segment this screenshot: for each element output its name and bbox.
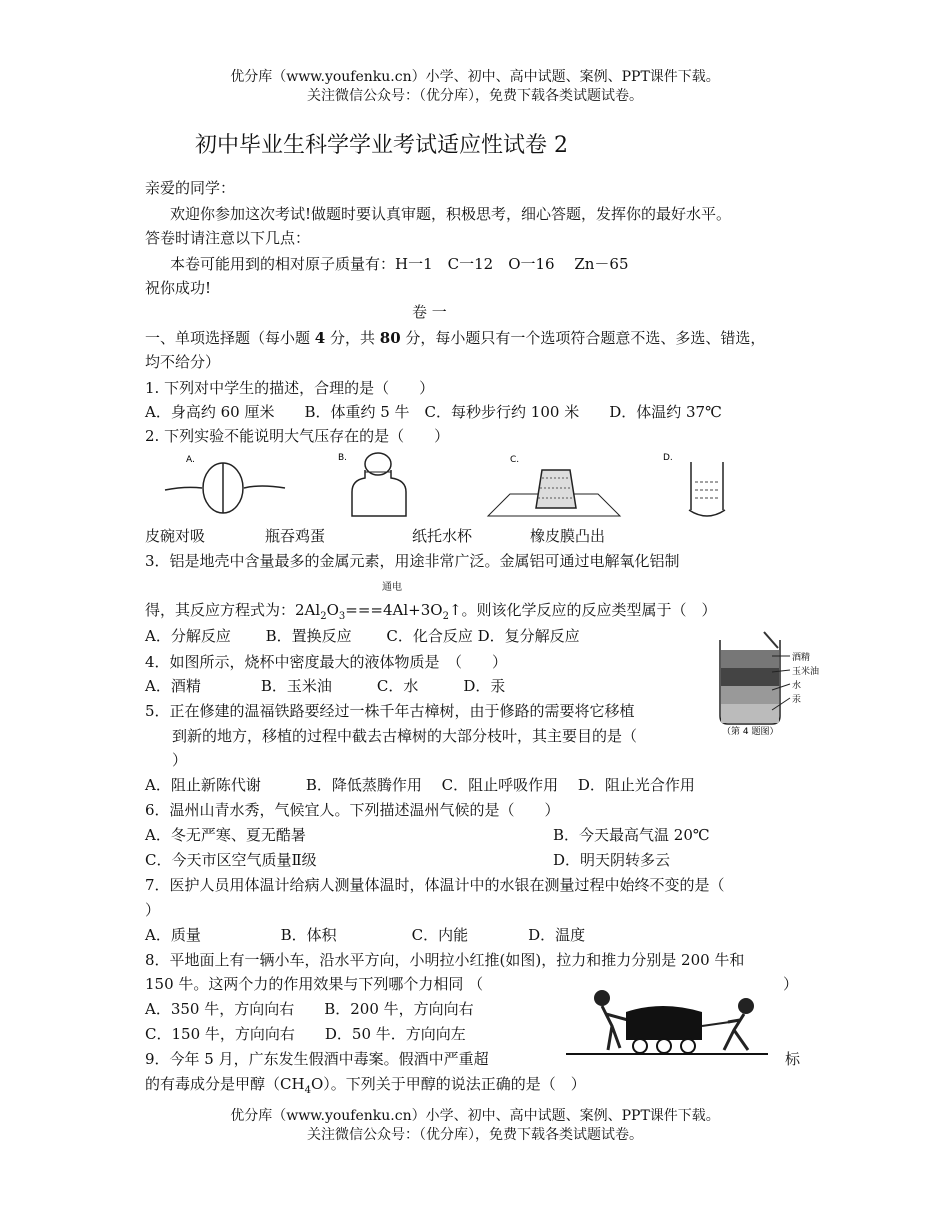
q9-line-1: 9．今年 5 月，广东发生假酒中毒案。假酒中严重超 [145, 1050, 489, 1068]
fig4-label-mercury: 汞 [792, 695, 802, 705]
q5-line-1: 5．正在修建的温福铁路要经过一株千年古樟树，由于修路的需要将它移植 [145, 702, 635, 720]
q8-line-2: 150 牛。这两个力的作用效果与下列哪个力相同 （ [145, 975, 484, 993]
notice-text: 答卷时请注意以下几点： [145, 229, 311, 247]
q6-stem: 6．温州山青水秀，气候宜人。下列描述温州气候的是（ ） [145, 801, 560, 819]
q1-options: A．身高约 60 厘米 B．体重约 5 牛 C．每秒步行约 100 米 D．体温约 37℃ [145, 403, 722, 421]
wish-text: 祝你成功! [145, 279, 212, 297]
fig-b-label: B. [338, 453, 348, 463]
q3-eq-b: O [326, 601, 339, 619]
fig4-label-oil: 玉米油 [792, 667, 820, 677]
heading-text-a: 一、单项选择题（每小题 [145, 329, 315, 347]
q5-options: A．阻止新陈代谢 B．降低蒸腾作用 C．阻止呼吸作用 D．阻止光合作用 [145, 776, 695, 794]
q1-stem: 1. 下列对中学生的描述，合理的是（ ） [145, 379, 435, 397]
q5-line-2: 到新的地方，移植的过程中截去古樟树的大部分枝叶，其主要目的是（ [172, 727, 638, 745]
q3-options: A．分解反应 B．置换反应 C．化合反应 D．复分解反应 [145, 627, 580, 645]
q9-line2-b: O）。下列关于甲醇的说法正确的是（ ） [310, 1075, 586, 1093]
q6-option-b: B．今天最高气温 20℃ [553, 826, 710, 844]
q8-options-cd: C．150 牛，方向向右 D．50 牛．方向向左 [145, 1025, 466, 1043]
heading-text-e: 分，每小题只有一个选项符合题意不选、多选、错选， [400, 329, 766, 347]
q7-stem-2: ） [145, 901, 161, 919]
heading-text-c: 分，共 [325, 329, 380, 347]
fig-c-label: C. [510, 455, 520, 465]
q9-line2-a: 的有毒成分是甲醇（CH [145, 1075, 305, 1093]
q3-eq-a: 2Al [295, 601, 321, 619]
figure-b-bottle-egg [330, 448, 420, 520]
q6-option-a: A．冬无严寒、夏无酷暑 [145, 826, 306, 844]
heading-total: 80 [379, 329, 401, 347]
q3-eq-sub1: 2 [320, 611, 327, 622]
fig-d-label: D. [663, 453, 673, 463]
q3-equation [145, 600, 717, 620]
q8-line-2-end: ） [783, 975, 799, 993]
q2-caption-d: 橡皮膜凸出 [530, 527, 606, 545]
q6-option-d: D．明天阴转多云 [553, 851, 671, 869]
part1-heading-line2: 均不给分） [145, 353, 221, 371]
figure-q8-cart [562, 986, 772, 1058]
header-line-2: 关注微信公众号：（优分库），免费下载各类试题试卷。 [307, 88, 643, 104]
q9-line-1-end: 标 [785, 1050, 801, 1068]
footer-line-1: 优分库（www.youfenku.cn）小学、初中、高中试题、案例、PPT课件下载。 [230, 1108, 720, 1124]
welcome-text: 欢迎你参加这次考试!做题时要认真审题，积极思考，细心答题，发挥你的最好水平。 [170, 205, 732, 223]
q3-eq-sub2: 3 [338, 611, 346, 622]
q3-eq-sub3: 2 [442, 611, 449, 622]
q6-option-c: C．今天市区空气质量Ⅱ级 [145, 851, 317, 869]
header-line-1: 优分库（www.youfenku.cn）小学、初中、高中试题、案例、PPT课件下载。 [230, 69, 720, 85]
q2-caption-a: 皮碗对吸 [145, 527, 206, 545]
q8-line-1: 8．平地面上有一辆小车，沿水平方向，小明拉小红推(如图)，拉力和推力分别是 200 牛和 [145, 951, 745, 969]
q2-stem: 2. 下列实验不能说明大气压存在的是（ ） [145, 427, 450, 445]
figure-d-rubber-membrane [655, 448, 735, 523]
q2-caption-c: 纸托水杯 [412, 527, 473, 545]
footer-line-2: 关注微信公众号：（优分库），免费下载各类试题试卷。 [307, 1127, 643, 1143]
q3-condition: 通电 [382, 582, 402, 593]
q5-line-3: ） [172, 751, 188, 769]
fig-a-label: A. [186, 455, 195, 465]
figure-a-suction-cups [160, 448, 300, 518]
q3-eq-prefix: 得，其反应方程式为： [145, 601, 296, 619]
q4-stem: 4．如图所示，烧杯中密度最大的液体物质是 （ ） [145, 653, 508, 671]
q9-line2-sub: 4 [304, 1085, 311, 1096]
q7-options: A．质量 B．体积 C．内能 D．温度 [145, 926, 586, 944]
page-title: 初中毕业生科学学业考试适应性试卷 2 [195, 133, 568, 158]
q8-options-ab: A．350 牛，方向向右 B．200 牛，方向向右 [145, 1000, 474, 1018]
q2-caption-b: 瓶吞鸡蛋 [265, 527, 326, 545]
q3-stem: 3．铝是地壳中含量最多的金属元素，用途非常广泛。金属铝可通过电解氧化铝制 [145, 552, 680, 570]
q7-stem: 7．医护人员用体温计给病人测量体温时，体温计中的水银在测量过程中始终不变的是（ [145, 876, 725, 894]
fig4-label-water: 水 [792, 681, 802, 691]
q3-eq-d: ↑。则该化学反应的反应类型属于（ ） [448, 601, 717, 619]
greeting: 亲爱的同学： [145, 179, 236, 197]
q9-line-2 [145, 1074, 586, 1094]
q4-options: A．酒精 B．玉米油 C．水 D．汞 [145, 677, 506, 695]
figure-q4-beaker [712, 628, 822, 736]
atomic-mass-text: 本卷可能用到的相对原子质量有：H一1 C一12 O一16 Zn－65 [170, 255, 629, 273]
part1-heading [145, 328, 765, 348]
q3-eq-c: ===4Al+3O [345, 601, 443, 619]
heading-points: 4 [314, 329, 326, 347]
fig4-label-alcohol: 酒精 [792, 653, 811, 663]
fig4-caption: （第 4 题图） [722, 727, 779, 736]
section-label: 卷 一 [412, 303, 447, 321]
figure-c-paper-cup [480, 448, 630, 520]
